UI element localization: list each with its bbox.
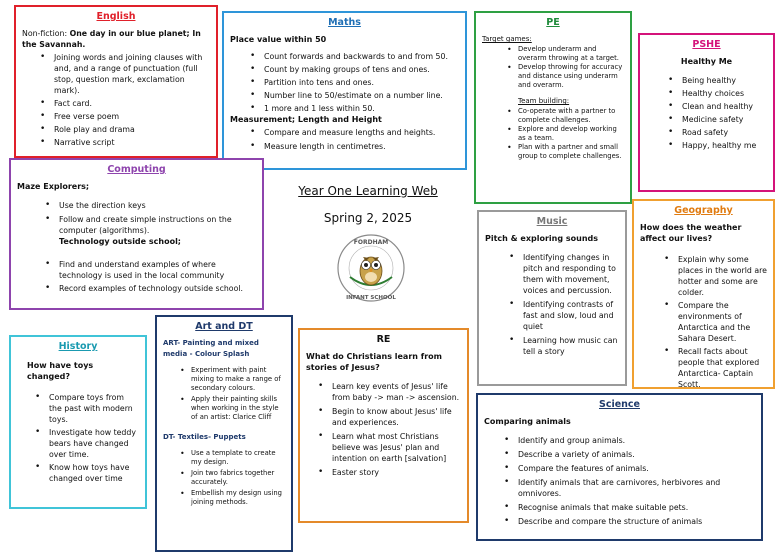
- science-item: • Describe and compare the structure of animals: [518, 516, 755, 527]
- history-list: [49, 392, 139, 484]
- pshe-item: • Medicine safety: [682, 114, 767, 125]
- science-heading: Comparing animals: [484, 417, 571, 426]
- dt-item: • Join two fabrics together accurately.: [191, 469, 285, 487]
- pshe-item: • Road safety: [682, 127, 767, 138]
- pshe-item: • Clean and healthy: [682, 101, 767, 112]
- maths-heading-measurement: Measurement; Length and Height: [230, 115, 382, 124]
- music-box: [477, 210, 627, 386]
- re-item: • Learn key events of Jesus' life from baby -> man -> ascension.: [332, 381, 461, 403]
- english-item: • Narrative script: [54, 137, 210, 148]
- english-intro-prefix: Non-fiction:: [22, 29, 70, 38]
- music-item: • Learning how music can tell a story: [523, 335, 619, 357]
- science-list: [518, 435, 755, 527]
- pshe-box: [638, 33, 775, 192]
- science-item: • Identify animals that are carnivores, herbivores and omnivores.: [518, 477, 755, 499]
- re-heading: What do Christians learn from stories of Jesus?: [306, 352, 443, 372]
- pshe-heading: Healthy Me: [680, 57, 733, 66]
- pe-heading-target-games: Target games:: [482, 35, 532, 43]
- maths-list-place-value: [264, 51, 459, 114]
- svg-text:FORDHAM: FORDHAM: [353, 239, 389, 246]
- science-item: • Recognise animals that make suitable pets.: [518, 502, 755, 513]
- geography-list: [678, 254, 767, 389]
- maths-list-measurement: [264, 127, 459, 152]
- re-box: [298, 328, 469, 523]
- computing-list-technology: [59, 259, 256, 294]
- english-title: English: [96, 11, 136, 22]
- geography-item: • Explain why some places in the world are hotter and some are colder.: [678, 254, 767, 298]
- history-box: [9, 335, 147, 509]
- pshe-title: PSHE: [692, 39, 721, 50]
- art-item: • Experiment with paint mixing to make a range of secondary colours.: [191, 366, 285, 393]
- dt-heading-textiles: DT- Textiles- Puppets: [163, 433, 246, 441]
- art-list-painting: [191, 366, 285, 422]
- music-title: Music: [536, 216, 568, 227]
- maths-heading-place-value: Place value within 50: [230, 35, 327, 44]
- maths-item: • Partition into tens and ones.: [264, 77, 459, 88]
- computing-item: • Follow and create simple instructions on the computer (algorithms).: [59, 214, 256, 236]
- term-subtitle: Spring 2, 2025: [323, 211, 413, 225]
- computing-title: Computing: [107, 164, 166, 175]
- re-item: • Learn what most Christians believe was Jesus' plan and intention on earth [salvation]: [332, 431, 461, 464]
- history-title: History: [58, 341, 98, 352]
- english-intro-topic: One day in our blue planet; In the Savannah.: [22, 29, 201, 49]
- pe-list-team-building: [518, 107, 624, 161]
- art-dt-box: [155, 315, 293, 552]
- geography-item: • Compare the environments of Antarctica and the Sahara Desert.: [678, 300, 767, 344]
- music-item: • Identifying changes in pitch and responding to them with movement, voices and percussion.: [523, 252, 619, 296]
- pshe-item: • Being healthy: [682, 75, 767, 86]
- science-box: [476, 393, 763, 541]
- science-title: Science: [598, 399, 640, 410]
- svg-text:INFANT SCHOOL: INFANT SCHOOL: [346, 295, 396, 301]
- history-item: • Know how toys have changed over time: [49, 462, 139, 484]
- science-item: • Compare the features of animals.: [518, 463, 755, 474]
- computing-box: [9, 158, 264, 310]
- pe-item: • Develop underarm and overarm throwing at a target.: [518, 45, 624, 63]
- maths-item: • Measure length in centimetres.: [264, 141, 459, 152]
- art-item: • Apply their painting skills when working in the style of an artist: Clarice Cliff: [191, 395, 285, 422]
- maths-item: • Count forwards and backwards to and from 50.: [264, 51, 459, 62]
- maths-item: • Compare and measure lengths and heights.: [264, 127, 459, 138]
- computing-item: • Find and understand examples of where technology is used in the local community: [59, 259, 256, 281]
- maths-item: • Count by making groups of tens and ones.: [264, 64, 459, 75]
- dt-item: • Embellish my design using joining methods.: [191, 489, 285, 507]
- pe-item: • Develop throwing for accuracy and distance using underarm and overarm.: [518, 63, 624, 90]
- re-title: RE: [376, 334, 391, 345]
- english-intro: [22, 28, 210, 50]
- english-item: • Role play and drama: [54, 124, 210, 135]
- pshe-item: • Healthy choices: [682, 88, 767, 99]
- history-heading: How have toys changed?: [27, 361, 94, 381]
- maths-item: • 1 more and 1 less within 50.: [264, 103, 459, 114]
- geography-item: • Recall facts about people that explored Antarctica- Captain Scott.: [678, 346, 767, 389]
- art-dt-title: Art and DT: [195, 321, 253, 332]
- page-title: Year One Learning Web: [298, 184, 438, 198]
- dt-item: • Use a template to create my design.: [191, 449, 285, 467]
- english-list: [54, 52, 210, 148]
- re-item: • Begin to know about Jesus' life and experiences.: [332, 406, 461, 428]
- english-item: • Fact card.: [54, 98, 210, 109]
- geography-heading: How does the weather affect our lives?: [640, 223, 742, 243]
- science-item: • Identify and group animals.: [518, 435, 755, 446]
- history-item: • Compare toys from the past with modern toys.: [49, 392, 139, 425]
- pe-item: • Co-operate with a partner to complete challenges.: [518, 107, 624, 125]
- re-item: • Easter story: [332, 467, 461, 478]
- pe-title: PE: [546, 17, 560, 28]
- pe-heading-team-building: Team building:: [518, 97, 570, 105]
- geography-title: Geography: [674, 205, 733, 216]
- pshe-list: [682, 75, 767, 151]
- computing-list-maze: [59, 200, 256, 236]
- school-logo-owl-icon: [336, 233, 406, 303]
- maths-title: Maths: [328, 17, 361, 28]
- pe-item: • Explore and develop working as a team.: [518, 125, 624, 143]
- pshe-item: • Happy, healthy me: [682, 140, 767, 151]
- re-list: [332, 381, 461, 478]
- computing-heading-maze: Maze Explorers;: [17, 182, 90, 191]
- pe-list-target-games: [518, 45, 624, 90]
- maths-item: • Number line to 50/estimate on a number line.: [264, 90, 459, 101]
- music-list: [523, 252, 619, 357]
- dt-list-textiles: [191, 449, 285, 507]
- art-heading-painting: ART- Painting and mixed media - Colour Splash: [163, 339, 259, 358]
- computing-item: • Use the direction keys: [59, 200, 256, 211]
- history-item: • Investigate how teddy bears have changed over time.: [49, 427, 139, 460]
- music-heading: Pitch & exploring sounds: [485, 234, 598, 243]
- pe-box: [474, 11, 632, 204]
- computing-item: • Record examples of technology outside school.: [59, 283, 256, 294]
- english-item: • Joining words and joining clauses with and, and a range of punctuation (full stop, question mark, exclamation mark).: [54, 52, 210, 96]
- computing-heading-technology: Technology outside school;: [59, 237, 182, 246]
- maths-box: [222, 11, 467, 170]
- english-box: [14, 5, 218, 158]
- english-item: • Free verse poem: [54, 111, 210, 122]
- science-item: • Describe a variety of animals.: [518, 449, 755, 460]
- geography-box: [632, 199, 775, 389]
- music-item: • Identifying contrasts of fast and slow, loud and quiet: [523, 299, 619, 332]
- pe-item: • Plan with a partner and small group to complete challenges.: [518, 143, 624, 161]
